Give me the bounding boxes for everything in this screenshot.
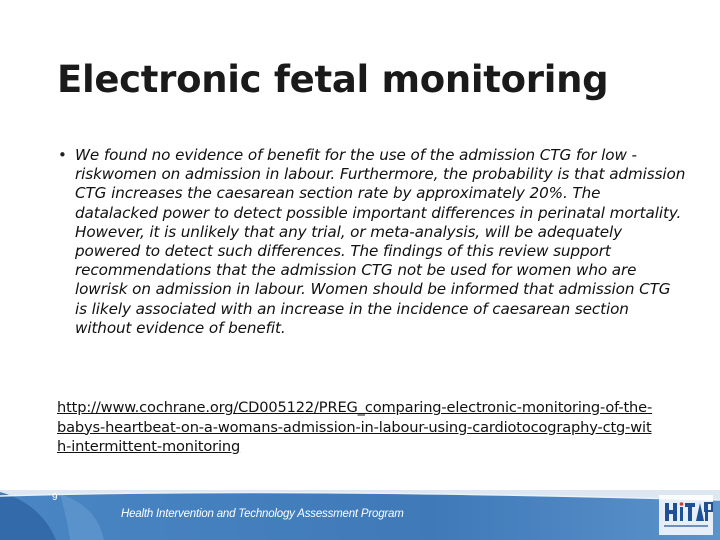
slide-body [57,146,687,338]
source-link[interactable]: http://www.cochrane.org/CD005122/PREG_comparing-electronic-monitoring-of-the-babys-heartbeat-on-a-womans-admission-in-labour-using-cardiotocography-ctg-with-intermittent-monitoring [57,399,653,456]
bullet-icon: • [58,146,67,164]
page-number: 9 [52,492,58,503]
slide-title: Electronic fetal monitoring [57,58,609,101]
bullet-item [57,146,687,338]
org-name: Health Intervention and Technology Assessment Program [121,508,404,520]
bullet-text: We found no evidence of benefit for the use of the admission CTG for low -riskwomen on admission in labour. Furthermore, the probability is that admission CTG increases the caesarean section rate by approximately 20%. The datalacked power to detect possible important differences in perinatal mortality. However, it is unlikely that any trial, or meta-analysis, will be adequately powered to detect such differences. The findings of this review support recommendations that the admission CTG not be used for women who are lowrisk on admission in labour. Women should be informed that admission CTG is likely associated with an increase in the incidence of caesarean section without evidence of benefit. [75,146,686,337]
hitap-logo-icon [659,495,713,535]
